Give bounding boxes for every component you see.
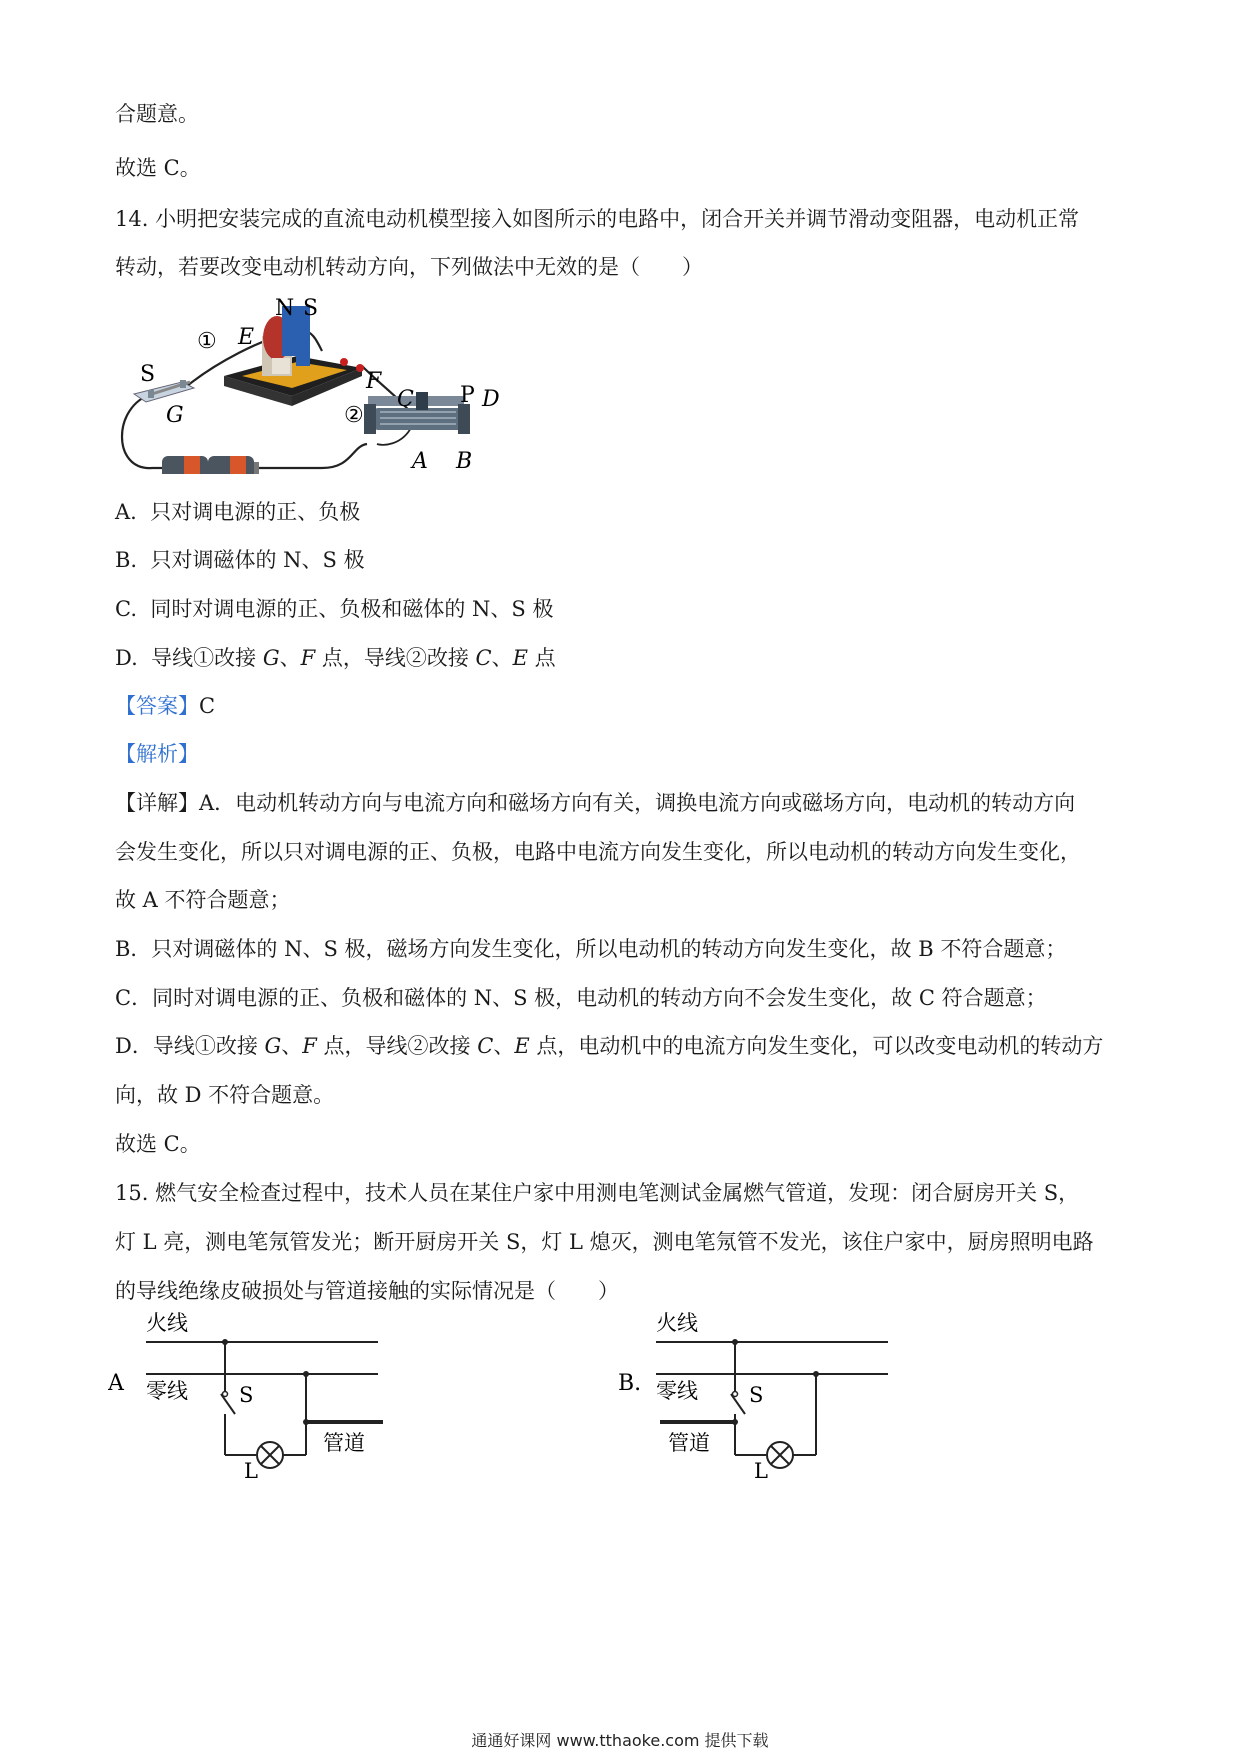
label-wire-2: ② (344, 403, 364, 428)
answer-line (115, 692, 215, 720)
junction-dot (303, 1371, 309, 1377)
pipe-label: 管道 (323, 1431, 365, 1455)
detail-line (115, 1032, 1103, 1060)
option-text: 只对调电源的正、负极 (150, 500, 361, 524)
detail-text: 点，电动机中的电流方向发生变化，可以改变电动机的转动方 (529, 1034, 1104, 1058)
junction-dot (813, 1371, 819, 1377)
point-c: C (477, 1034, 494, 1058)
label-d: D (482, 387, 500, 412)
option-text: 同时对调电源的正、负极和磁体的 N、S 极 (150, 597, 554, 621)
detail-line: 故 A 不符合题意； (115, 888, 291, 912)
text-line: 故选 C。 (115, 156, 201, 180)
option-text: 点 (527, 646, 556, 670)
rheostat-icon (364, 392, 470, 434)
answer-label: 【答案】 (115, 694, 199, 718)
label-wire-1: ① (197, 329, 217, 354)
label-s-switch: S (140, 362, 156, 387)
label-a: A (412, 449, 428, 474)
option-letter: D. (115, 646, 138, 670)
option-text: 点，导线②改接 (315, 646, 476, 670)
option-text: 只对调磁体的 N、S 极 (150, 548, 365, 572)
live-wire-label: 火线 (146, 1311, 188, 1335)
option-b (115, 546, 365, 574)
neutral-wire-label: 零线 (146, 1379, 188, 1403)
lamp-label: L (244, 1459, 258, 1480)
motor-icon (224, 306, 364, 406)
pipe-label: 管道 (668, 1431, 710, 1455)
live-wire-label: 火线 (656, 1311, 698, 1335)
detail-text: 、 (281, 1034, 303, 1058)
conclusion-line: 故选 C。 (115, 1132, 201, 1156)
detail-line: C．同时对调电源的正、负极和磁体的 N、S 极，电动机的转动方向不会发生变化，故 C 符合题意； (115, 986, 1047, 1010)
point-g: G (264, 1034, 282, 1058)
label-e: E (238, 325, 255, 350)
analysis-line (115, 740, 199, 768)
page-footer: 通通好课网 www.tthaoke.com 提供下载 (471, 1731, 769, 1750)
label-f: F (366, 369, 382, 394)
switch-icon (731, 1394, 745, 1414)
option-label-b: B. (618, 1371, 642, 1396)
detail-text: 、 (493, 1034, 515, 1058)
detail-line: 会发生变化，所以只对调电源的正、负极，电路中电流方向发生变化，所以电动机的转动方向发生变化， (115, 840, 1081, 864)
point-e: E (512, 646, 528, 670)
neutral-wire-label: 零线 (656, 1379, 698, 1403)
option-a (115, 498, 360, 526)
detail-line: 向，故 D 不符合题意。 (115, 1083, 335, 1107)
point-f: F (300, 646, 316, 670)
label-s-magnet: S (303, 296, 319, 321)
question-14-line: 14. 小明把安装完成的直流电动机模型接入如图所示的电路中，闭合开关并调节滑动变阻器，电动机正常 (115, 207, 1080, 231)
point-f: F (302, 1034, 317, 1058)
label-p: P (460, 383, 475, 408)
option-letter: C. (115, 597, 137, 621)
label-g: G (166, 403, 184, 428)
option-d (115, 644, 556, 672)
lamp-icon (257, 1442, 283, 1468)
detail-text: A．电动机转动方向与电流方向和磁场方向有关，调换电流方向或磁场方向，电动机的转动方向 (199, 791, 1076, 815)
wire (122, 394, 162, 468)
option-letter: A. (115, 500, 137, 524)
switch-contact (223, 1392, 228, 1397)
answer-value: C (199, 694, 216, 718)
option-text: 、 (491, 646, 513, 670)
label-n: N (275, 296, 295, 321)
circuit-figure-b (618, 1310, 918, 1480)
option-letter: B. (115, 548, 138, 572)
detail-label: 【详解】 (115, 791, 199, 815)
option-label-a: A (108, 1371, 124, 1396)
question-14-line: 转动，若要改变电动机转动方向，下列做法中无效的是（ ） (115, 255, 703, 279)
detail-line (115, 789, 1075, 817)
switch-label: S (749, 1383, 764, 1407)
analysis-label: 【解析】 (115, 742, 199, 766)
point-c: C (475, 646, 492, 670)
point-g: G (262, 646, 280, 670)
switch-icon (221, 1394, 235, 1414)
detail-line: B．只对调磁体的 N、S 极，磁场方向发生变化，所以电动机的转动方向发生变化，故 B 不符合题意； (115, 937, 1067, 961)
wire (255, 444, 367, 468)
text-line: 合题意。 (115, 102, 199, 126)
label-c: C (397, 387, 414, 412)
lamp-icon (767, 1442, 793, 1468)
question-15-line: 15. 燃气安全检查过程中，技术人员在某住户家中用测电笔测试金属燃气管道，发现：闭合厨房开关 S， (115, 1181, 1080, 1205)
detail-text: 点，导线②改接 (316, 1034, 478, 1058)
question-15-line: 灯 L 亮，测电笔氖管发光；断开厨房开关 S，灯 L 熄灭，测电笔氖管不发光，该住户家中，厨房照明电路 (115, 1230, 1094, 1254)
option-c (115, 595, 553, 623)
circuit-figure-a (108, 1310, 408, 1480)
question-15-line: 的导线绝缘皮破损处与管道接触的实际情况是（ ） (115, 1279, 619, 1303)
lamp-label: L (754, 1459, 768, 1480)
motor-circuit-figure (112, 296, 512, 474)
switch-contact (733, 1392, 738, 1397)
detail-text: D．导线①改接 (115, 1034, 265, 1058)
option-text: 导线①改接 (151, 646, 263, 670)
point-e: E (514, 1034, 530, 1058)
label-b: B (456, 449, 473, 474)
switch-label: S (239, 1383, 254, 1407)
option-text: 、 (279, 646, 301, 670)
battery-icon (162, 456, 259, 474)
